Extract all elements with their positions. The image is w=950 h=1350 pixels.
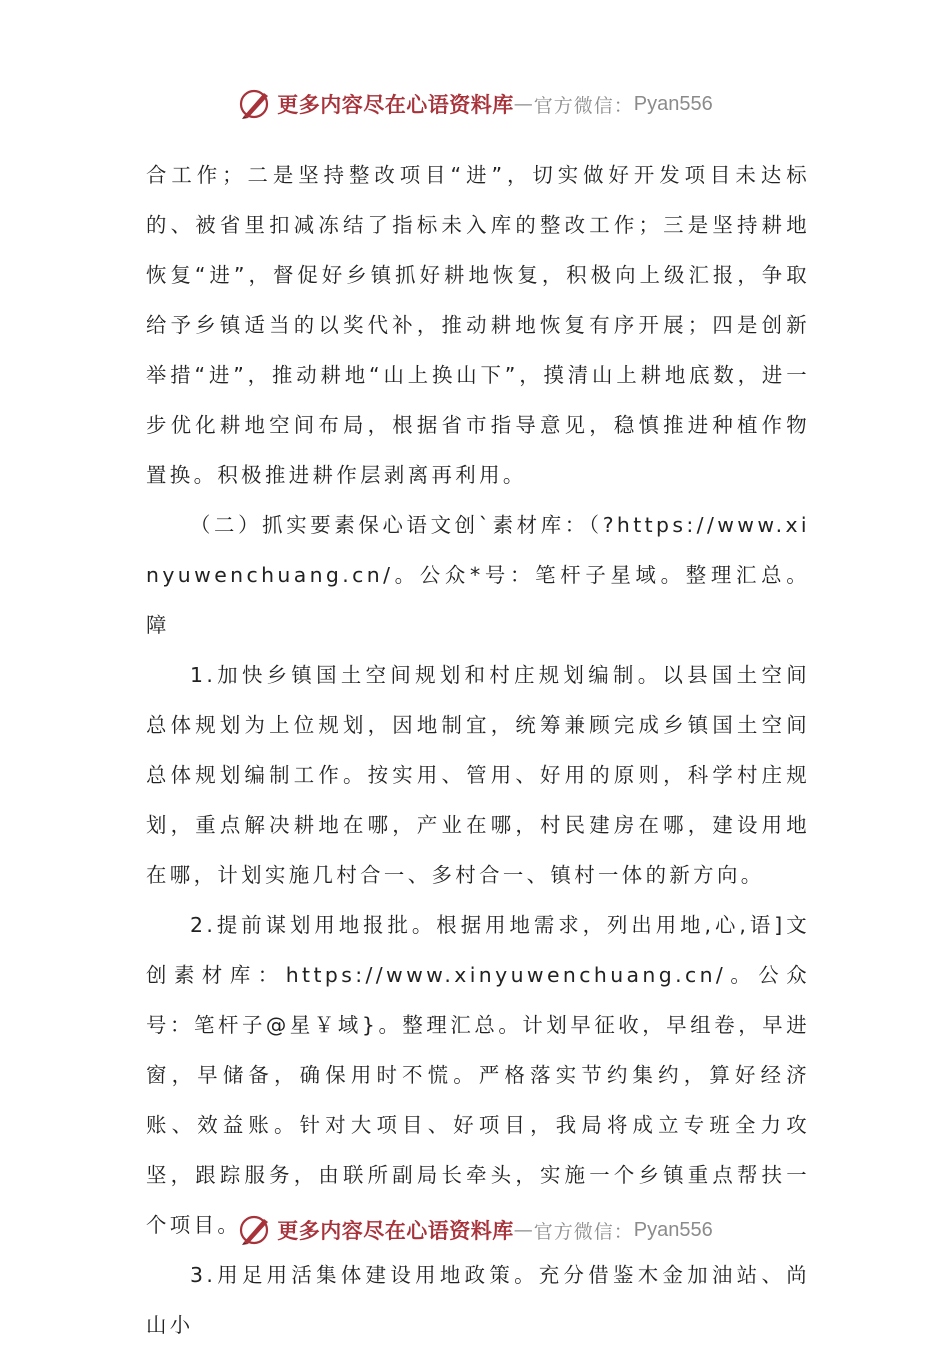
paragraph-item-1: 1.加快乡镇国土空间规划和村庄规划编制。以县国土空间总体规划为上位规划，因地制宜，统筹兼顾完成乡镇国土空间总体规划编制工作。按实用、管用、好用的原则，科学村庄规划，重点解决耕地在哪，产业在哪，村民建房在哪，建设用地在哪，计划实施几村合一、多村合一、镇村一体的新方向。 — [146, 663, 810, 887]
paragraph-continuation: 合工作；二是坚持整改项目“进”，切实做好开发项目未达标的、被省里扣减冻结了指标未入库的整改工作；三是坚持耕地恢复“进”，督促好乡镇抓好耕地恢复，积极向上级汇报，争取给予乡镇适当的以奖代补，推动耕地恢复有序开展；四是创新举措“进”，推动耕地“山上换山下”，摸清山上耕地底数，进一步优化耕地空间布局，根据省市指导意见，稳慎推进种植作物置换。积极推进耕作层剥离再利用。 — [146, 163, 810, 487]
brand-separator: — — [513, 93, 534, 115]
wechat-id: Pyan556 — [633, 92, 713, 115]
wechat-label: 官方微信： — [533, 94, 634, 117]
header-watermark — [0, 84, 950, 124]
brand-title: 更多内容尽在心语资料库 — [277, 1218, 514, 1243]
paragraph-item-3: 3.用足用活集体建设用地政策。充分借鉴木金加油站、尚山小 — [146, 1263, 810, 1337]
section-heading-2: （二）抓实要素保心语文创`素材库：（?https://www.xinyuwenchuang.cn/。公众*号：笔杆子星域。整理汇总。障 — [146, 513, 810, 637]
wechat-id: Pyan556 — [633, 1218, 713, 1241]
pen-logo-icon — [237, 86, 273, 122]
pen-logo-icon — [237, 1212, 273, 1248]
brand-separator: — — [513, 1219, 534, 1241]
paragraph-item-2: 2.提前谋划用地报批。根据用地需求，列出用地,心,语]文创素材库：https://www.xinyuwenchuang.cn/。公众号：笔杆子@星￥域}。整理汇总。计划早征收，早组卷，早进窗，早储备，确保用时不慌。严格落实节约集约，算好经济账、效益账。针对大项目、好项目，我局将成立专班全力攻坚，跟踪服务，由联所副局长牵头，实施一个乡镇重点帮扶一个项目。 — [146, 913, 810, 1237]
footer-watermark — [0, 1210, 950, 1250]
wechat-label: 官方微信： — [533, 1220, 634, 1243]
brand-title: 更多内容尽在心语资料库 — [277, 92, 514, 117]
document-body — [146, 150, 810, 1350]
